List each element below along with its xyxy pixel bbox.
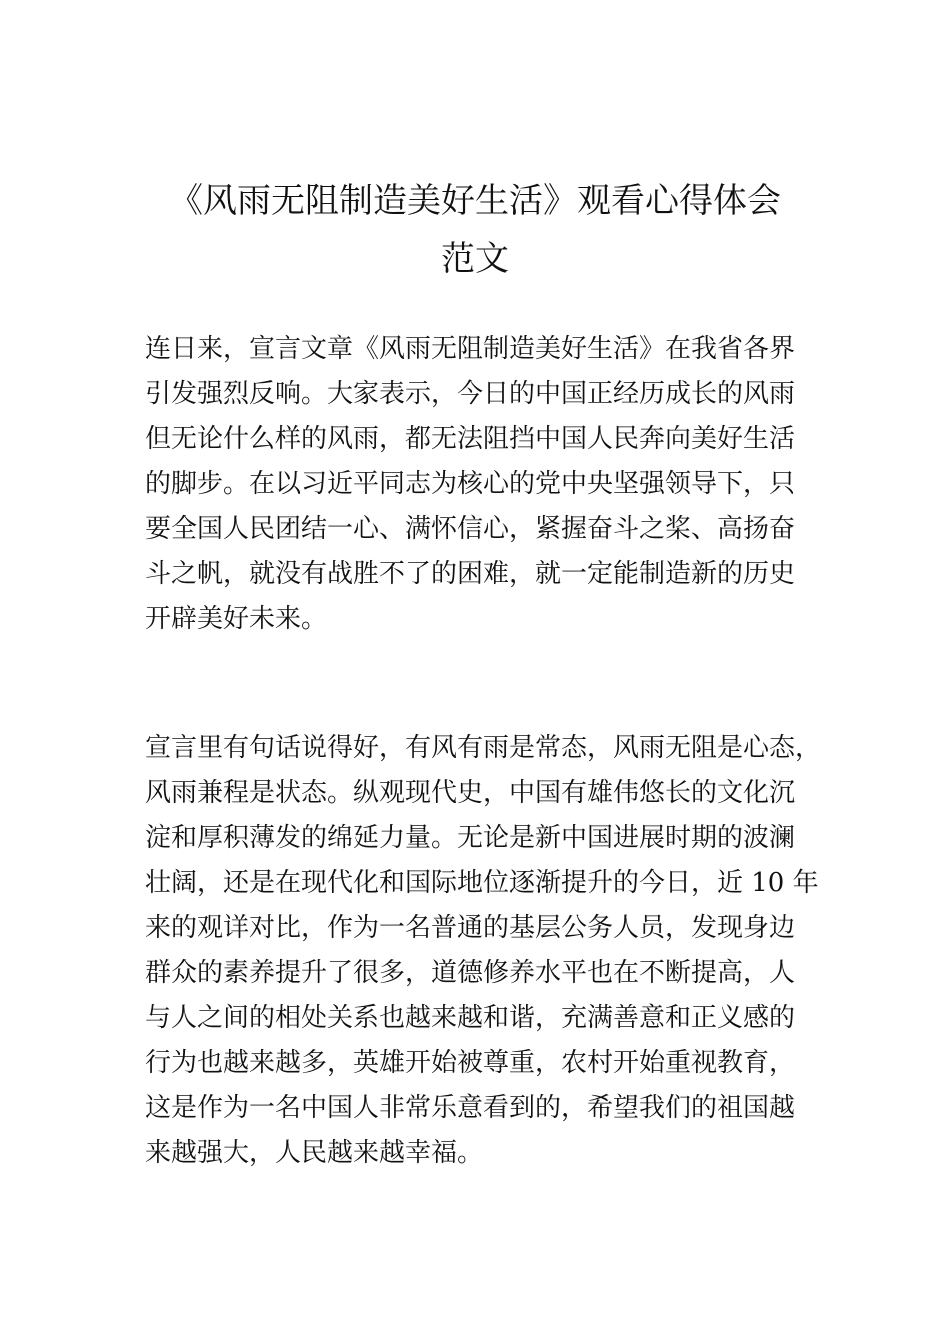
document-title xyxy=(120,172,830,288)
text-line: 群众的素养提升了很多，道德修养水平也在不断提高，人 xyxy=(145,958,796,988)
text-line: 风雨兼程是状态。纵观现代史，中国有雄伟悠长的文化沉 xyxy=(145,778,796,808)
text-line: 淀和厚积薄发的绵延力量。无论是新中国进展时期的波澜 xyxy=(145,823,796,853)
text-line: 与人之间的相处关系也越来越和谐，充满善意和正义感的 xyxy=(145,1003,796,1033)
text-line: 壮阔，还是在现代化和国际地位逐渐提升的今日，近 10 年 xyxy=(145,868,819,898)
text-line: 斗之帆，就没有战胜不了的困难，就一定能制造新的历史 xyxy=(145,559,796,589)
text-line: 但无论什么样的风雨，都无法阻挡中国人民奔向美好生活 xyxy=(145,424,796,454)
title-line: 《风雨无阻制造美好生活》观看心得体会 xyxy=(169,181,781,221)
text-line: 引发强烈反响。大家表示，今日的中国正经历成长的风雨 xyxy=(145,379,796,409)
text-line: 来越强大，人民越来越幸福。 xyxy=(145,1138,484,1168)
text-line: 要全国人民团结一心、满怀信心，紧握奋斗之桨、高扬奋 xyxy=(145,514,796,544)
text-line: 的脚步。在以习近平同志为核心的党中央坚强领导下，只 xyxy=(145,469,796,499)
title-line: 范文 xyxy=(441,239,509,279)
text-line: 行为也越来越多，英雄开始被尊重，农村开始重视教育， xyxy=(145,1048,796,1078)
text-line: 来的观详对比，作为一名普通的基层公务人员，发现身边 xyxy=(145,913,796,943)
paragraph-2 xyxy=(145,726,822,1176)
text-line: 这是作为一名中国人非常乐意看到的，希望我们的祖国越 xyxy=(145,1093,796,1123)
text-line: 连日来，宣言文章《风雨无阻制造美好生活》在我省各界 xyxy=(145,334,796,364)
text-line: 宣言里有句话说得好，有风有雨是常态，风雨无阻是心态， xyxy=(145,733,822,763)
paragraph-1 xyxy=(145,327,815,642)
text-line: 开辟美好未来。 xyxy=(145,604,328,634)
